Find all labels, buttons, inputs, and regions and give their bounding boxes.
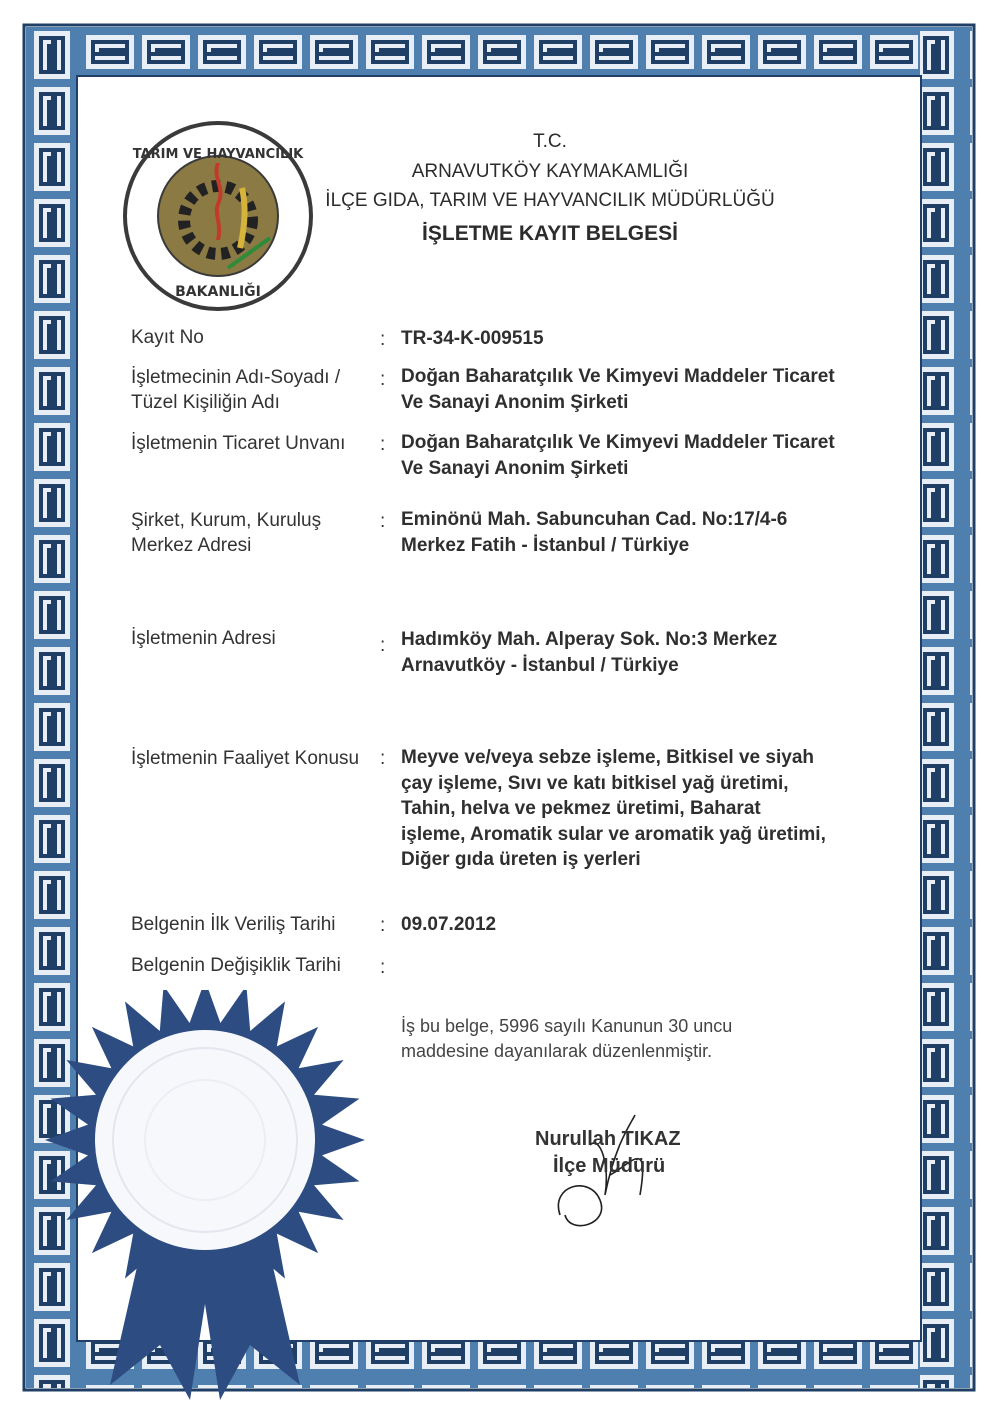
label-ticaret-unvani: İşletmenin Ticaret Unvanı bbox=[131, 433, 346, 454]
colon: : bbox=[380, 329, 386, 350]
label-degisiklik-tarihi: Belgenin Değişiklik Tarihi bbox=[131, 955, 341, 976]
label-isletmeci-adi: İşletmecinin Adı-Soyadı / Tüzel Kişiliğin Adı bbox=[131, 367, 341, 413]
label-merkez-adresi: Şirket, Kurum, Kuruluş Merkez Adresi bbox=[131, 510, 322, 556]
document-title: İŞLETME KAYIT BELGESİ bbox=[422, 222, 678, 245]
colon: : bbox=[380, 915, 386, 936]
value-ticaret-unvani: Doğan Baharatçılık Ve Kimyevi Maddeler Ticaret Ve Sanayi Anonim Şirketi bbox=[401, 432, 835, 479]
value-ilk-verilis-tarihi: 09.07.2012 bbox=[401, 914, 497, 935]
label-isletme-adresi: İşletmenin Adresi bbox=[131, 628, 276, 649]
value-isletmeci-adi: Doğan Baharatçılık Ve Kimyevi Maddeler Ticaret Ve Sanayi Anonim Şirketi bbox=[401, 366, 835, 413]
header-line-tc: T.C. bbox=[533, 131, 567, 152]
signatory-name: Nurullah TIKAZ bbox=[535, 1128, 681, 1150]
signatory-title: İlçe Müdürü bbox=[553, 1155, 666, 1177]
svg-text:BAKANLIĞI: BAKANLIĞI bbox=[175, 284, 261, 300]
value-faaliyet-konusu: Meyve ve/veya sebze işleme, Bitkisel ve siyah çay işleme, Sıvı ve katı bitkisel yağ üretimi, Tahin, helva ve pekmez üretimi, Baharat işleme, Aromatik sular ve aromatik yağ üretimi, Diğer gıda üreten iş yerleri bbox=[401, 747, 826, 870]
colon: : bbox=[380, 434, 386, 455]
header-kaymakamlik: ARNAVUTKÖY KAYMAKAMLIĞI bbox=[411, 161, 689, 182]
colon: : bbox=[380, 635, 386, 656]
value-merkez-adresi: Eminönü Mah. Sabuncuhan Cad. No:17/4-6 Merkez Fatih - İstanbul / Türkiye bbox=[401, 509, 788, 556]
ministry-seal bbox=[120, 118, 316, 314]
label-kayit-no: Kayıt No bbox=[131, 327, 204, 348]
colon: : bbox=[380, 957, 386, 978]
label-ilk-verilis-tarihi: Belgenin İlk Veriliş Tarihi bbox=[131, 914, 336, 935]
label-faaliyet-konusu: İşletmenin Faaliyet Konusu bbox=[131, 748, 360, 769]
value-kayit-no: TR-34-K-009515 bbox=[401, 328, 544, 349]
value-isletme-adresi: Hadımköy Mah. Alperay Sok. No:3 Merkez Arnavutköy - İstanbul / Türkiye bbox=[401, 629, 778, 676]
rosette-seal-icon bbox=[40, 990, 370, 1400]
header-mudurluk: İLÇE GIDA, TARIM VE HAYVANCILIK MÜDÜRLÜĞÜ bbox=[325, 190, 775, 211]
colon: : bbox=[380, 511, 386, 532]
colon: : bbox=[380, 369, 386, 390]
svg-text:TARIM VE HAYVANCILIK: TARIM VE HAYVANCILIK bbox=[132, 147, 304, 162]
legal-note: İş bu belge, 5996 sayılı Kanunun 30 uncu maddesine dayanılarak düzenlenmiştir. bbox=[401, 1016, 733, 1061]
colon: : bbox=[380, 748, 386, 769]
